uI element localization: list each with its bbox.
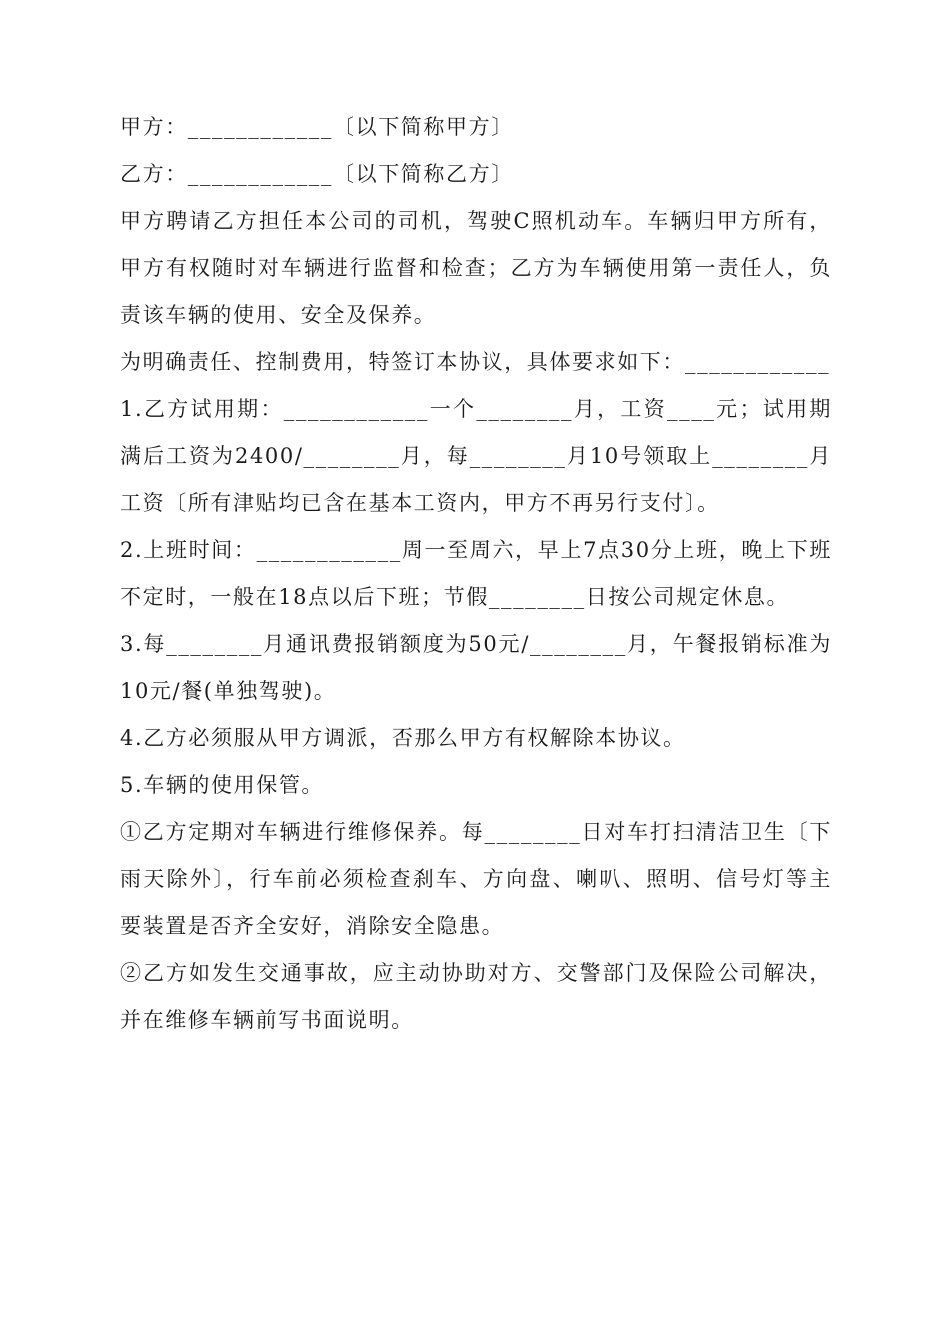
party-a-line: 甲方：____________〔以下简称甲方〕 bbox=[120, 115, 514, 139]
clause-5-item-2-accident: ②乙方如发生交通事故，应主动协助对方、交警部门及保险公司解决，并在维修车辆前写书面说明。 bbox=[120, 961, 832, 1032]
clause-5-item-1-maintenance: ①乙方定期对车辆进行维修保养。每________日对车打扫清洁卫生〔下雨天除外〕，行车前必须检查刹车、方向盘、喇叭、照明、信号灯等主要装置是否齐全安好，消除安全隐患。 bbox=[120, 820, 832, 938]
clause-3-reimbursement: 3.每________月通讯费报销额度为50元/________月，午餐报销标准为10元/餐(单独驾驶)。 bbox=[120, 632, 832, 703]
party-b-line: 乙方：____________〔以下简称乙方〕 bbox=[120, 162, 514, 186]
purpose-paragraph: 为明确责任、控制费用，特签订本协议，具体要求如下：____________ bbox=[120, 350, 831, 374]
intro-paragraph: 甲方聘请乙方担任本公司的司机，驾驶C照机动车。车辆归甲方所有，甲方有权随时对车辆进行监督和检查；乙方为车辆使用第一责任人，负责该车辆的使用、安全及保养。 bbox=[120, 209, 832, 327]
clause-5-vehicle-use: 5.车辆的使用保管。 bbox=[120, 773, 325, 797]
clause-2-working-hours: 2.上班时间：____________周一至周六，早上7点30分上班，晚上下班不定时，一般在18点以后下班；节假________日按公司规定休息。 bbox=[120, 538, 832, 609]
document-page bbox=[120, 104, 832, 1044]
clause-1-probation: 1.乙方试用期：____________一个________月，工资____元；试用期满后工资为2400/________月，每________月10号领取上________月工资〔所有津贴均已含在基本工资内，甲方不再另行支付〕。 bbox=[120, 397, 832, 515]
clause-4-dispatch: 4.乙方必须服从甲方调派，否那么甲方有权解除本协议。 bbox=[120, 726, 686, 750]
